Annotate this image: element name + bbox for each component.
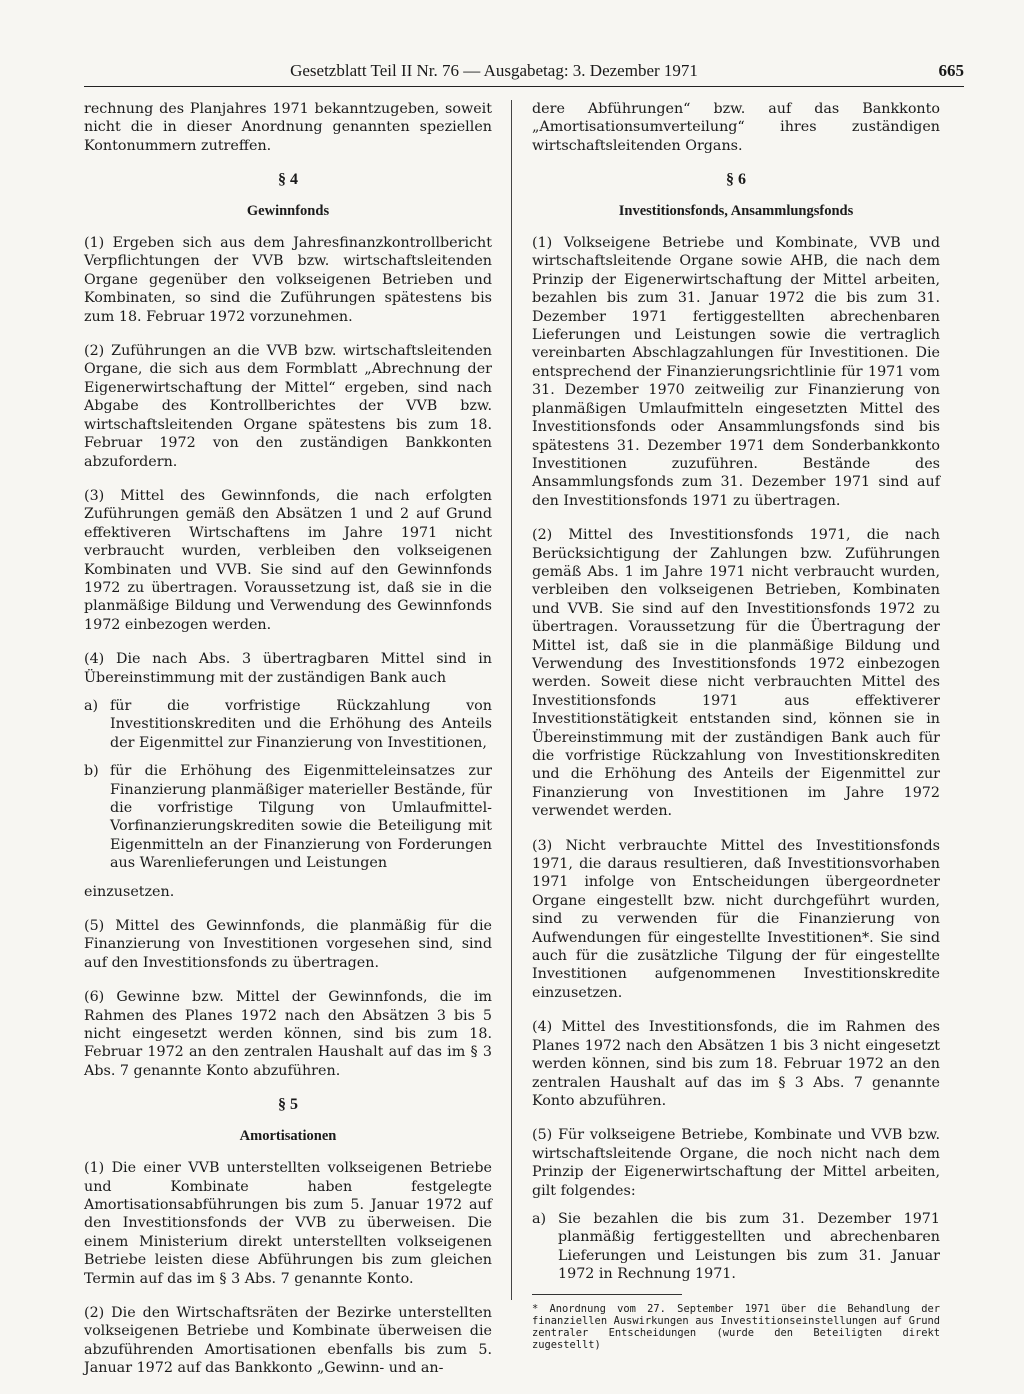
right-intro-paragraph: dere Abführungen“ bzw. auf das Bankkonto „Amortisationsumverteilung“ ihres zuständigen wirtschaftsleitenden Organs.: [532, 101, 940, 154]
column-divider: [511, 100, 512, 1300]
footnote: * Anordnung vom 27. September 1971 über die Behandlung der finanziellen Auswirkungen aus Investitionseinstellungen auf Grund zentraler Entscheidungen (wurde den Beteiligten direkt zugestellt): [532, 1302, 940, 1351]
item-label: a): [532, 1210, 547, 1227]
header-title: Gesetzblatt Teil II Nr. 76 — Ausgabetag: 3. Dezember 1971: [290, 61, 698, 80]
s4-paragraph-3: (3) Mittel des Gewinnfonds, die nach erfolgten Zuführungen gemäß den Absätzen 1 und 2 auf Grund effektiveren Wirtschaftens im Jahre 1971 nicht verbraucht wurden, verbleiben den volkseigenen Kombinaten und VVB. Sie sind auf den Gewinnfonds 1972 zu übertragen. Voraussetzung ist, daß sie in die planmäßige Bildung und Verwendung des Gewinnfonds 1972 einbezogen werden.: [84, 487, 492, 633]
footnote-rule: [532, 1294, 682, 1295]
section-5-title: Amortisationen: [239, 1127, 337, 1144]
page-number: 665: [938, 61, 964, 80]
s6-paragraph-5: (5) Für volkseigene Betriebe, Kombinate und VVB bzw. wirtschaftsleitende Organe, die noch nicht nach dem Prinzip der Eigenerwirtschaftung der Mittel arbeiten, gilt folgendes:: [532, 1127, 940, 1199]
s5-paragraph-2: (2) Die den Wirtschaftsräten der Bezirke unterstellten volkseigenen Betriebe und Kombinate überweisen die abzuführenden Amortisationen ebenfalls bis zum 5. Januar 1972 auf das Bankkonto „Gewinn- und an-: [84, 1304, 492, 1377]
left-column: [84, 100, 492, 1394]
s4-paragraph-4-end: einzusetzen.: [84, 883, 175, 900]
s6-paragraph-3: (3) Nicht verbrauchte Mittel des Investitionsfonds 1971, die daraus resultieren, daß Investitionsvorhaben 1971 infolge von Entscheidungen übergeordneter Organe eingestellt bzw. nicht durchgeführt wurden, sind zu verwenden für die Finanzierung von Aufwendungen für eingestellte Investitionen*. Sie sind auch für die zusätzliche Tilgung der für eingestellte Investitionen aufgenommenen Investitionskredite einzusetzen.: [532, 837, 940, 1001]
section-6-heading: § 6: [726, 171, 746, 189]
item-text: Sie bezahlen die bis zum 31. Dezember 1971 planmäßig fertiggestellten und abrechenbaren Lieferungen und Leistungen bis zum 31. Januar 1972 in Rechnung 1971.: [558, 1210, 940, 1283]
section-5-heading: § 5: [278, 1096, 298, 1114]
s6-item-a: [532, 1210, 940, 1284]
s6-paragraph-2: (2) Mittel des Investitionsfonds 1971, die nach Berücksichtigung der Zahlungen bzw. Zuführungen gemäß Abs. 1 im Jahre 1971 nicht verbraucht wurden, verbleiben den volkseigenen Betrieben, Kombinaten und VVB. Sie sind auf den Investitionsfonds 1972 zu übertragen. Voraussetzung für die Übertragung der Mittel ist, daß sie in die planmäßige Bildung und Verwendung des Investitionsfonds 1972 einbezogen werden. Soweit diese nicht verbrauchten Mittel des Investitionsfonds 1971 aus effektiverer Investitionstätigkeit entstanden sind, können sie in Übereinstimmung mit der zuständigen Bank auch für die vorfristige Rückzahlung von Investitionskrediten und die Erhöhung des Anteils der Eigenmittel zur Finanzierung von Investitionen im Jahre 1972 verwendet werden.: [532, 527, 940, 820]
item-text: für die Erhöhung des Eigenmitteleinsatzes zur Finanzierung planmäßiger materieller Bestände, für die vorfristige Tilgung von Umlaufmittel-Vorfinanzierungskrediten sowie die Beteiligung mit Eigenmitteln an der Finanzierung von Forderungen aus Warenlieferungen und Leistungen: [110, 763, 492, 872]
s4-paragraph-6: (6) Gewinne bzw. Mittel der Gewinnfonds, die im Rahmen des Planes 1972 nach den Absätzen 3 bis 5 nicht eingesetzt werden können, sind bis zum 18. Februar 1972 an den zentralen Haushalt auf das im § 3 Abs. 7 genannte Konto abzuführen.: [84, 989, 492, 1079]
item-label: a): [84, 697, 99, 714]
s6-paragraph-4: (4) Mittel des Investitionsfonds, die im Rahmen des Planes 1972 nach den Absätzen 1 bis 3 nicht eingesetzt werden können, sind bis zum 18. Februar 1972 an den zentralen Haushalt auf das im § 3 Abs. 7 genannte Konto abzuführen.: [532, 1019, 940, 1109]
s5-paragraph-1: (1) Die einer VVB unterstellten volkseigenen Betriebe und Kombinate haben festgelegte Amortisationsabführungen bis zum 5. Januar 1972 auf den Investitionsfonds der VVB zu überweisen. Die einem Ministerium direkt unterstellten volkseigenen Betriebe leisten diese Abführungen bis zum gleichen Termin auf das im § 3 Abs. 7 genannte Konto.: [84, 1160, 492, 1287]
s4-item-b: [84, 762, 492, 872]
left-intro-paragraph: rechnung des Planjahres 1971 bekanntzugeben, soweit nicht die in dieser Anordnung genannten speziellen Kontonummern zutreffen.: [84, 101, 492, 154]
s4-paragraph-2: (2) Zuführungen an die VVB bzw. wirtschaftsleitenden Organe, die sich aus dem Formblatt „Abrechnung der Eigenerwirtschaftung der Mittel“ ergeben, sind nach Abgabe des Kontrollberichtes der VVB bzw. wirtschaftsleitenden Organe spätestens bis zum 18. Februar 1972 von den zuständigen Bankkonten abzufordern.: [84, 343, 492, 470]
s4-paragraph-5: (5) Mittel des Gewinnfonds, die planmäßig für die Finanzierung von Investitionen vorgesehen sind, sind auf den Investitionsfonds zu übertragen.: [84, 918, 492, 971]
item-text: für die vorfristige Rückzahlung von Investitionskrediten und die Erhöhung des Anteils der Eigenmittel zur Finanzierung von Investitionen,: [110, 697, 492, 751]
item-label: b): [84, 763, 99, 780]
s4-paragraph-4: (4) Die nach Abs. 3 übertragbaren Mittel sind in Übereinstimmung mit der zuständigen Bank auch: [84, 651, 492, 686]
s4-paragraph-1: (1) Ergeben sich aus dem Jahresfinanzkontrollbericht Verpflichtungen der VVB bzw. wirtschaftsleitenden Organe gegenüber den volkseigenen Betrieben und Kombinaten, so sind die Zuführungen spätestens bis zum 18. Februar 1972 vorzunehmen.: [84, 235, 492, 325]
s6-paragraph-1: (1) Volkseigene Betriebe und Kombinate, VVB und wirtschaftsleitende Organe sowie AHB, die nach dem Prinzip der Eigenerwirtschaftung der Mittel arbeiten, bezahlen bis zum 31. Januar 1972 die bis zum 31. Dezember 1971 fertiggestellten abrechenbaren Lieferungen und Leistungen sowie die vertraglich vereinbarten Abschlagzahlungen für Investitionen. Die entsprechend der Finanzierungsrichtlinie für 1971 vom 31. Dezember 1970 zeitweilig zur Finanzierung von planmäßigen Umlaufmitteln eingesetzten Mittel des Investitionsfonds oder Ansammlungsfonds sind bis spätestens 31. Dezember 1971 dem Sonderbankkonto Investitionen zuzuführen. Bestände des Ansammlungsfonds zum 31. Dezember 1971 sind auf den Investitionsfonds 1971 zu übertragen.: [532, 235, 940, 509]
section-4-heading: § 4: [278, 171, 298, 189]
s4-item-a: [84, 697, 492, 752]
page-header: [84, 60, 964, 87]
right-column: [532, 100, 940, 1351]
section-6-title: Investitionsfonds, Ansammlungsfonds: [618, 202, 854, 219]
section-4-title: Gewinnfonds: [246, 202, 330, 219]
